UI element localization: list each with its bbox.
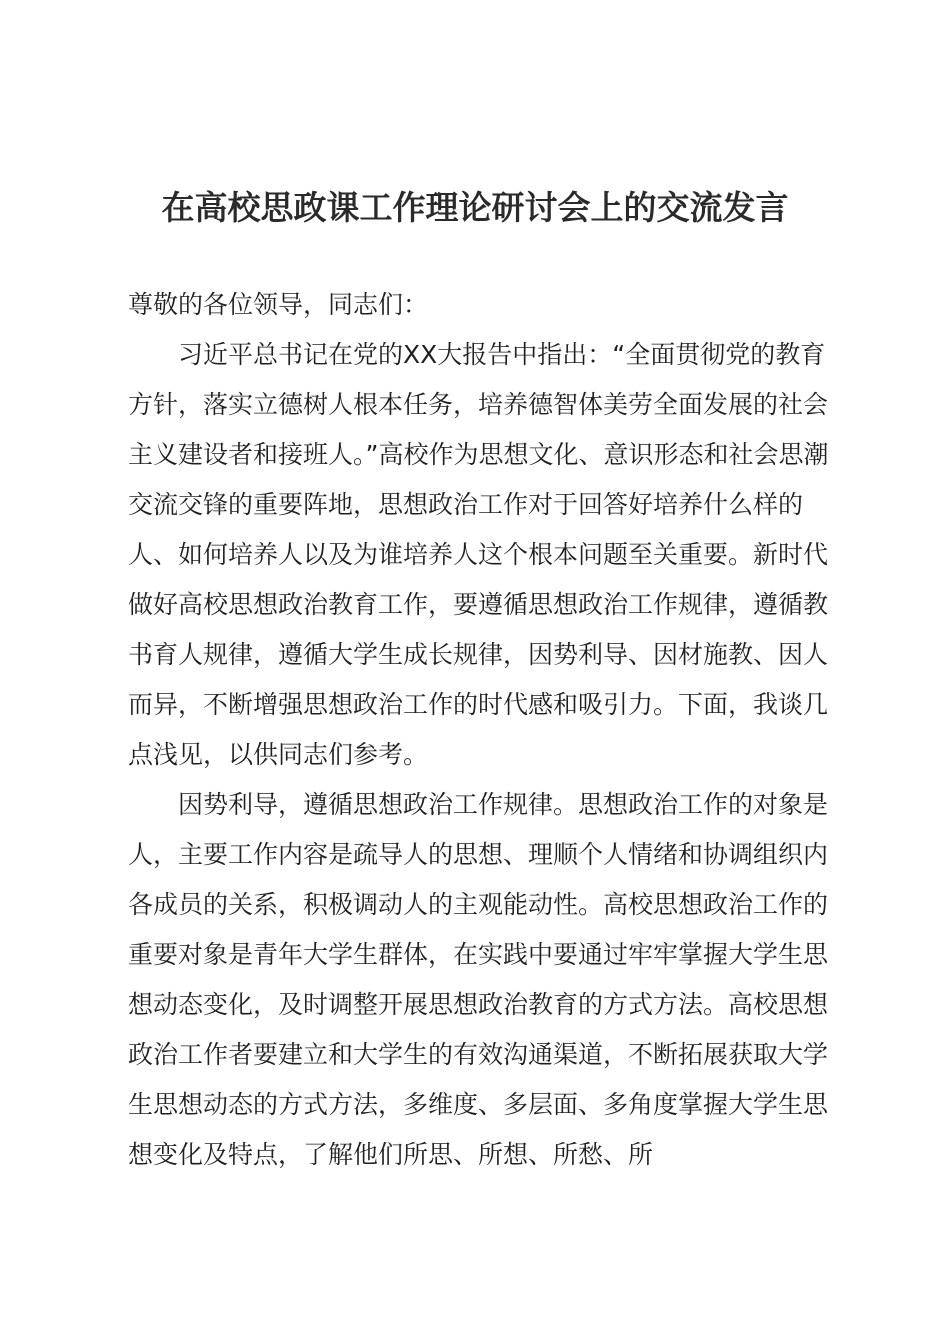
paragraph-2: 因势利导，遵循思想政治工作规律。思想政治工作的对象是人，主要工作内容是疏导人的思想、理顺个人情绪和协调组织内各成员的关系，积极调动人的主观能动性。高校思想政治工作的重要对象是青年大学生群体，在实践中要通过牢牢掌握大学生思想动态变化，及时调整开展思想政治教育的方式方法。高校思想政治工作者要建立和大学生的有效沟通渠道，不断拓展获取大学生思想动态的方式方法，多维度、多层面、多角度掌握大学生思想变化及特点，了解他们所思、所想、所愁、所 [128,790,829,1169]
paragraph-1: 习近平总书记在党的XX大报告中指出：“全面贯彻党的教育方针，落实立德树人根本任务，培养德智体美劳全面发展的社会主义建设者和接班人。”高校作为思想文化、意识形态和社会思潮交流交锋的重要阵地，思想政治工作对于回答好培养什么样的人、如何培养人以及为谁培养人这个根本问题至关重要。新时代做好高校思想政治教育工作，要遵循思想政治工作规律，遵循教书育人规律，遵循大学生成长规律，因势利导、因材施教、因人而异，不断增强思想政治工作的时代感和吸引力。下面，我谈几点浅见，以供同志们参考。 [128,340,829,769]
document-title: 在高校思政课工作理论研讨会上的交流发言 [161,188,789,227]
salutation: 尊敬的各位领导，同志们： [128,290,429,319]
document-body [128,280,848,1180]
